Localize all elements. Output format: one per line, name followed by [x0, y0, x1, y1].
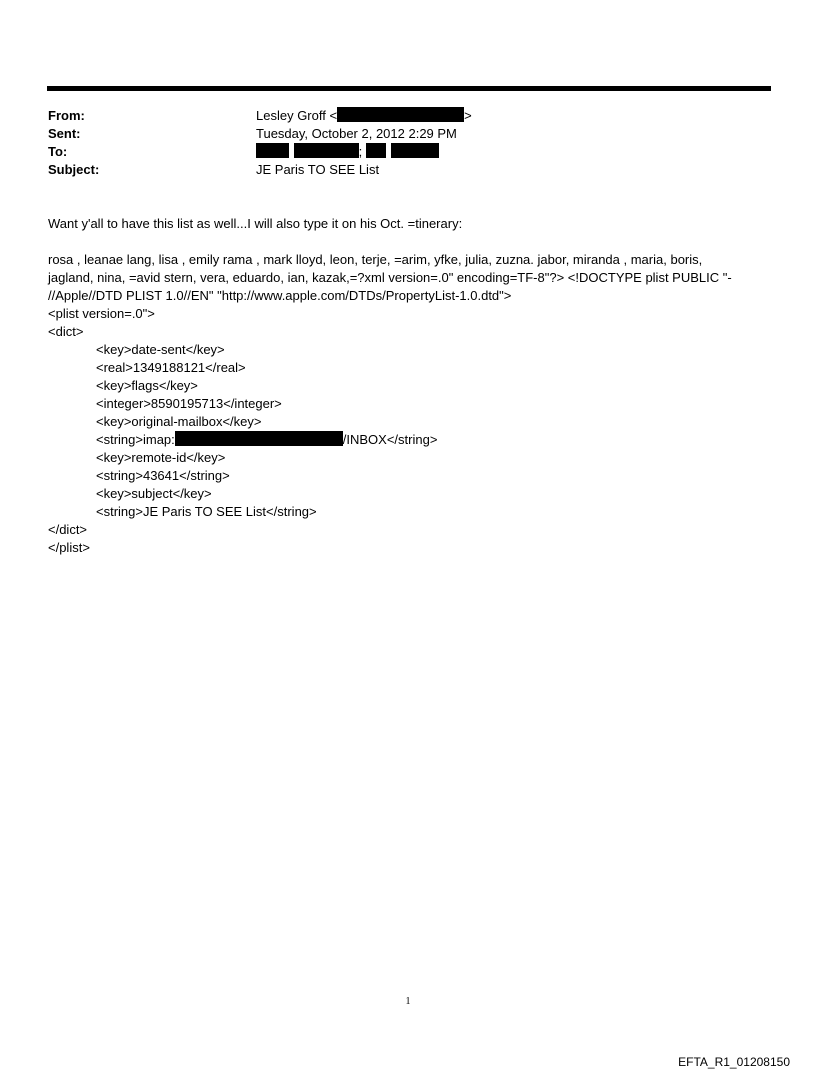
- imap-suffix: /INBOX</string>: [342, 432, 438, 447]
- plist-close: </plist>: [48, 540, 90, 555]
- page-number: 1: [405, 996, 411, 1007]
- plist-line: <key>flags</key>: [96, 378, 198, 393]
- plist-line: <string>JE Paris TO SEE List</string>: [96, 504, 317, 519]
- from-label: From:: [48, 108, 85, 123]
- body-names-line-3: //Apple//DTD PLIST 1.0//EN" "http://www.apple.com/DTDs/PropertyList-1.0.dtd">: [48, 288, 512, 303]
- dict-close: </dict>: [48, 522, 88, 537]
- plist-open: <plist version=.0">: [48, 306, 155, 321]
- redacted-recipient-2b: [391, 143, 439, 158]
- plist-line: <integer>8590195713</integer>: [96, 396, 282, 411]
- header-rule: [47, 86, 771, 91]
- bates-number: EFTA_R1_01208150: [678, 1055, 790, 1069]
- from-close: >: [464, 108, 472, 123]
- redacted-recipient-1b: [294, 143, 359, 158]
- email-header: [48, 107, 768, 179]
- plist-line: <key>remote-id</key>: [96, 450, 226, 465]
- plist-line: <key>subject</key>: [96, 486, 212, 501]
- subject-value: JE Paris TO SEE List: [256, 162, 380, 177]
- body-intro: Want y'all to have this list as well...I will also type it on his Oct. =tinerary:: [48, 216, 463, 231]
- plist-line: <real>1349188121</real>: [96, 360, 246, 375]
- redacted-recipient-2a: [366, 143, 386, 158]
- plist-line: <key>original-mailbox</key>: [96, 414, 262, 429]
- from-name: Lesley Groff <: [256, 108, 338, 123]
- sent-value: Tuesday, October 2, 2012 2:29 PM: [256, 126, 457, 141]
- to-separator: ;: [358, 144, 363, 159]
- dict-open: <dict>: [48, 324, 84, 339]
- plist-imap-line: [48, 431, 437, 449]
- imap-prefix: <string>imap:: [96, 432, 175, 447]
- subject-label: Subject:: [48, 162, 100, 177]
- plist-line: <key>date-sent</key>: [96, 342, 225, 357]
- redacted-email: [337, 107, 464, 122]
- to-label: To:: [48, 144, 68, 159]
- redacted-imap-account: [175, 431, 343, 446]
- to-value: [256, 143, 439, 161]
- body-names-line-1: rosa , leanae lang, lisa , emily rama , mark lloyd, leon, terje, =arim, yfke, julia, zuzna. jabor, miranda , maria, boris,: [48, 252, 703, 267]
- from-value: [256, 107, 472, 125]
- sent-label: Sent:: [48, 126, 81, 141]
- redacted-recipient-1a: [256, 143, 289, 158]
- body-names-line-2: jagland, nina, =avid stern, vera, eduardo, ian, kazak,=?xml version=.0" encoding=TF-8"?> <!DOCTYPE plist PUBLIC "-: [48, 270, 732, 285]
- plist-line: <string>43641</string>: [96, 468, 230, 483]
